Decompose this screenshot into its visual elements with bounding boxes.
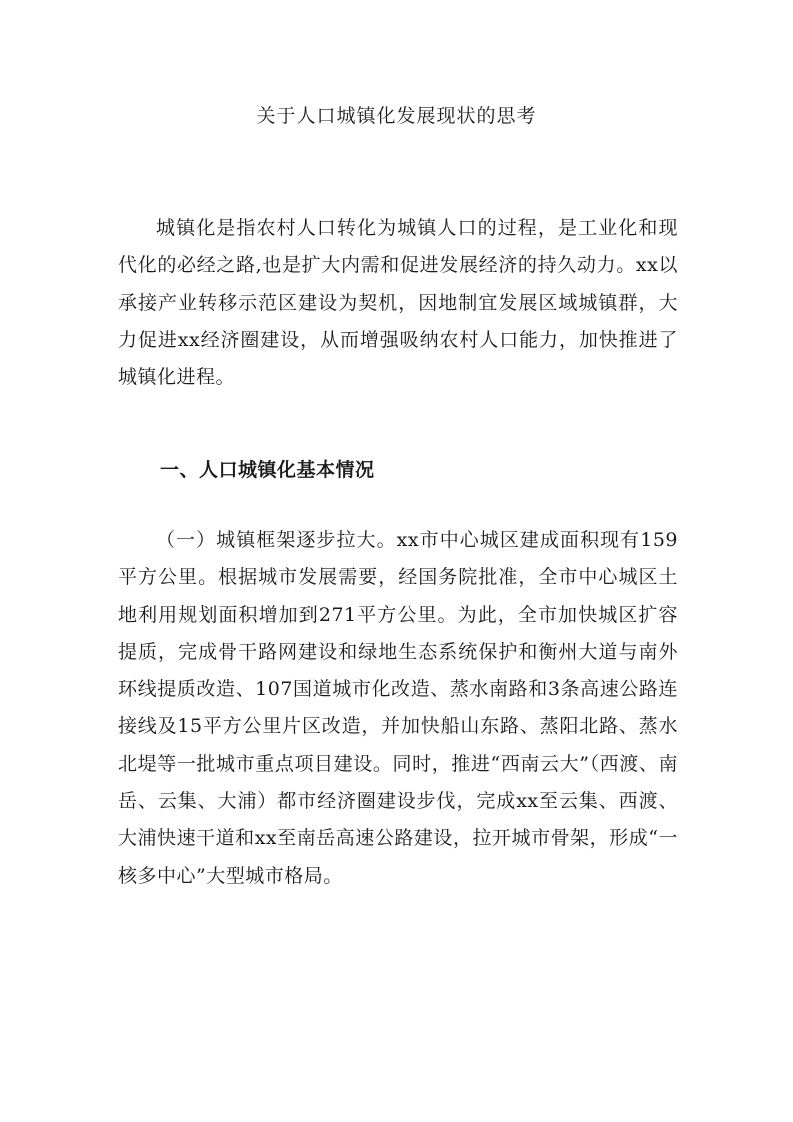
section-heading: 一、人口城镇化基本情况 [160, 459, 375, 481]
intro-paragraph: 城镇化是指农村人口转化为城镇人口的过程，是工业化和现代化的必经之路,也是扩大内需和促进发展经济的持久动力。xx以承接产业转移示范区建设为契机，因地制宜发展区域城镇群，大力促进xx经济圈建设，从而增强吸纳农村人口能力，加快推进了城镇化进程。 [118, 217, 678, 389]
document-title: 关于人口城镇化发展现状的思考 [256, 105, 537, 127]
body-paragraph: （一）城镇框架逐步拉大。xx市中心城区建成面积现有159平方公里。根据城市发展需要，经国务院批准，全市中心城区土地利用规划面积增加到271平方公里。为此，全市加快城区扩容提质，完成骨干路网建设和绿地生态系统保护和衡州大道与南外环线提质改造、107国道城市化改造、蒸水南路和3条高速公路连接线及15平方公里片区改造，并加快船山东路、蒸阳北路、蒸水北堤等一批城市重点项目建设。同时，推进“西南云大”（西渡、南岳、云集、大浦）都市经济圈建设步伐，完成xx至云集、西渡、大浦快速干道和xx至南岳高速公路建设，拉开城市骨架，形成“一核多中心”大型城市格局。 [118, 529, 678, 887]
